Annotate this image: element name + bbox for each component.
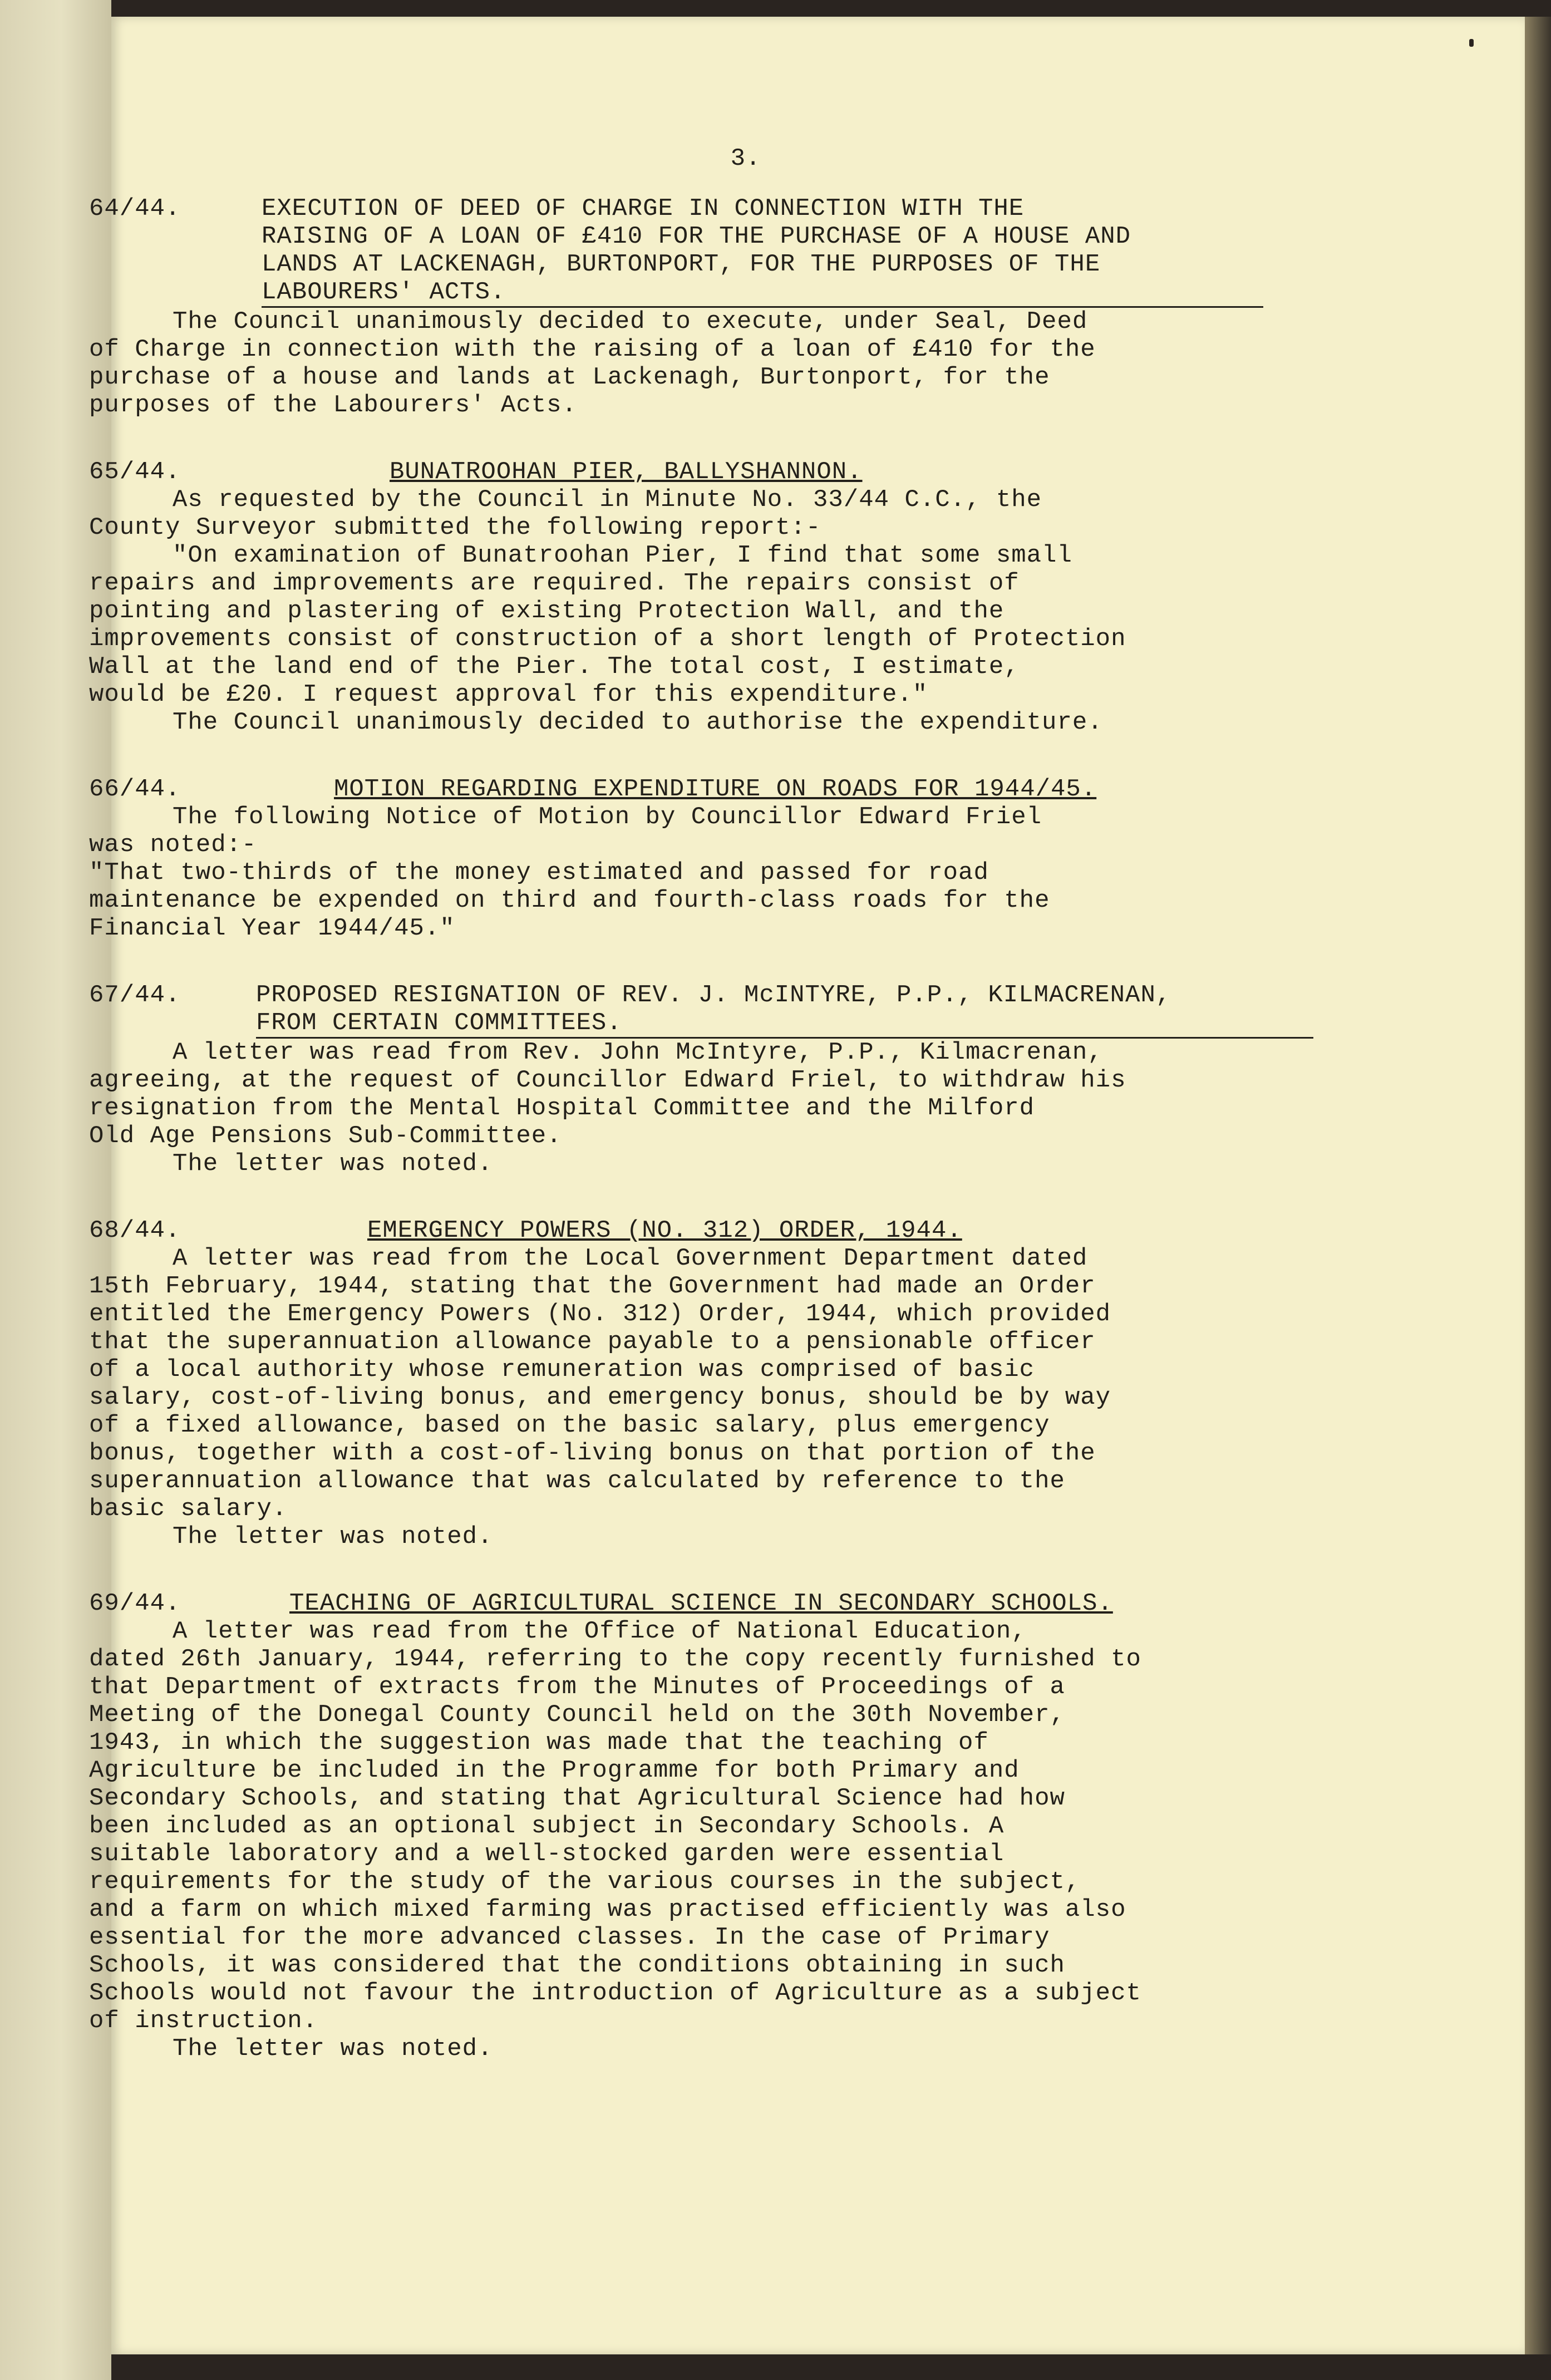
minute-paragraph: The Council unanimously decided to authorise the expenditure. [173, 709, 1103, 736]
minute-number: 69/44. [89, 1590, 181, 1617]
minute-paragraph: The Council unanimously decided to execute, under Seal, Deed of Charge in connection with the raising of a loan of £410 for the purchase of a house and lands at Lackenagh, Burtonport, for the purposes of the Labourers' Acts. [89, 308, 1096, 419]
minute-heading [89, 981, 1380, 1039]
document-content [89, 145, 1380, 2102]
minute-66-44 [89, 775, 1380, 942]
minute-number: 67/44. [89, 981, 181, 1009]
minute-heading [89, 1590, 1380, 1617]
page-number: 3. [730, 145, 761, 173]
minute-title: MOTION REGARDING EXPENDITURE ON ROADS FOR 1944/45. [334, 775, 1097, 803]
minute-paragraph: As requested by the Council in Minute No. 33/44 C.C., the County Surveyor submitted the following report:- [89, 486, 1042, 542]
minute-69-44 [89, 1590, 1380, 2063]
title-underline [262, 306, 1263, 308]
report-quote: "On examination of Bunatroohan Pier, I find that some small repairs and improvements are required. The repairs consist of pointing and plastering of existing Protection Wall, and the improvements consist of construction of a short length of Protection Wall at the land end of the Pier. The total cost, I estimate, would be £20. I request approval for this expenditure." [89, 542, 1126, 709]
minute-paragraph: The following Notice of Motion by Councillor Edward Friel was noted:- [89, 803, 1042, 859]
minute-paragraph: The letter was noted. [173, 1150, 493, 1178]
minute-heading [89, 775, 1380, 803]
motion-quote: "That two-thirds of the money estimated and passed for road maintenance be expended on third and fourth-class roads for the Financial Year 1944/45." [89, 859, 1050, 942]
minute-title: BUNATROOHAN PIER, BALLYSHANNON. [390, 458, 863, 486]
minute-paragraph: A letter was read from the Office of National Education, dated 26th January, 1944, referring to the copy recently furnished to that Department of extracts from the Minutes of Proceedings of a Meeting of the Donegal County Council held on the 30th November, 1943, in which the suggestion was made that the teaching of Agriculture be included in the Programme for both Primary and Secondary Schools, and stating that Agricultural Science had how been included as an optional subject in Secondary Schools. A suitable laboratory and a well-stocked garden were essential requirements for the study of the various courses in the subject, and a farm on which mixed farming was practised efficiently was also essential for the more advanced classes. In the case of Primary Schools, it was considered that the conditions obtaining in such Schools would not favour the introduction of Agriculture as a subject of instruction. [89, 1617, 1141, 2035]
minute-67-44 [89, 981, 1380, 1178]
minute-heading [89, 458, 1380, 486]
minute-paragraph: A letter was read from the Local Government Department dated 15th February, 1944, stating that the Government had made an Order entitled the Emergency Powers (No. 312) Order, 1944, which provided that the superannuation allowance payable to a pensionable officer of a local authority whose remuneration was comprised of basic salary, cost-of-living bonus, and emergency bonus, should be by way of a fixed allowance, based on the basic salary, plus emergency bonus, together with a cost-of-living bonus on that portion of the superannuation allowance that was calculated by reference to the basic salary. [89, 1245, 1111, 1523]
minute-64-44 [89, 195, 1380, 419]
minute-65-44 [89, 458, 1380, 736]
page-edge [1525, 17, 1551, 2354]
minute-heading [89, 1217, 1380, 1245]
minute-number: 65/44. [89, 458, 181, 486]
minute-title: EXECUTION OF DEED OF CHARGE IN CONNECTION WITH THE RAISING OF A LOAN OF £410 FOR THE PURCHASE OF A HOUSE AND LANDS AT LACKENAGH, BURTONPORT, FOR THE PURPOSES OF THE LABOURERS' ACTS. [262, 195, 1131, 306]
minute-title: EMERGENCY POWERS (NO. 312) ORDER, 1944. [367, 1217, 962, 1245]
title-underline [256, 1037, 1313, 1039]
minute-68-44 [89, 1217, 1380, 1551]
minute-title: PROPOSED RESIGNATION OF REV. J. McINTYRE, P.P., KILMACRENAN, FROM CERTAIN COMMITTEES. [256, 981, 1171, 1037]
minute-number: 64/44. [89, 195, 181, 223]
minute-title: TEACHING OF AGRICULTURAL SCIENCE IN SECONDARY SCHOOLS. [289, 1590, 1113, 1617]
ink-mark [1469, 39, 1474, 47]
minute-paragraph: The letter was noted. [173, 1523, 493, 1551]
minute-paragraph: The letter was noted. [173, 2035, 493, 2063]
minute-heading [89, 195, 1380, 308]
minute-paragraph: A letter was read from Rev. John McIntyre, P.P., Kilmacrenan, agreeing, at the request of Councillor Edward Friel, to withdraw his resignation from the Mental Hospital Committee and the Milford Old Age Pensions Sub-Committee. [89, 1039, 1126, 1150]
minute-number: 68/44. [89, 1217, 181, 1245]
minute-number: 66/44. [89, 775, 181, 803]
